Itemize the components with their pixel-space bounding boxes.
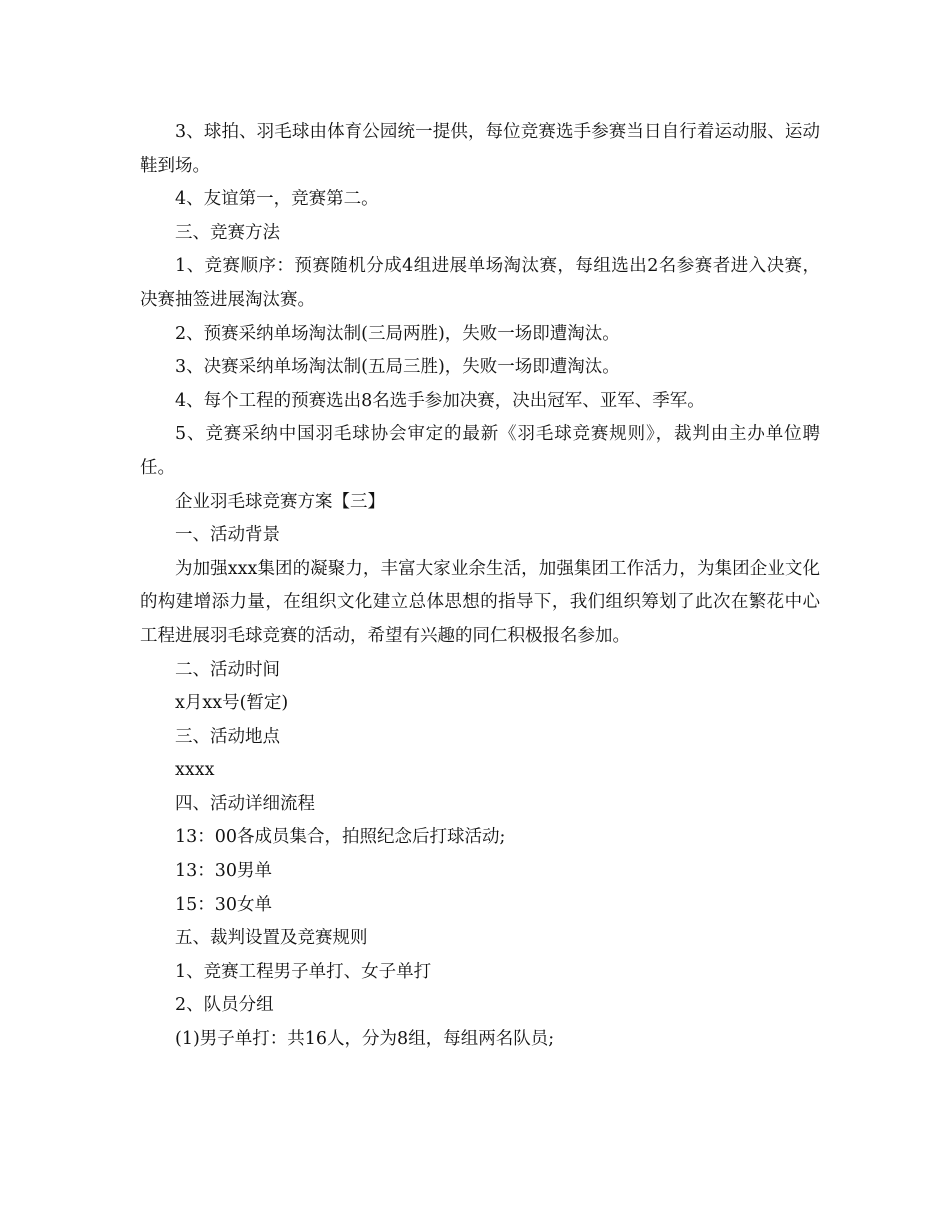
paragraph-background: 为加强xxx集团的凝聚力，丰富大家业余生活，加强集团工作活力，为集团企业文化的构建增添力量，在组织文化建立总体思想的指导下，我们组织筹划了此次在繁花中心工程进展羽毛球竞赛的活动，希望有兴趣的同仁积极报名参加。 xyxy=(140,558,820,646)
heading-referee-rules: 五、裁判设置及竞赛规则 xyxy=(175,928,368,949)
paragraph-location: xxxx xyxy=(175,760,215,781)
paragraph-schedule-2: 13：30男单 xyxy=(175,861,273,882)
paragraph-time: x月xx号(暂定) xyxy=(175,693,289,714)
heading-process: 四、活动详细流程 xyxy=(175,793,315,814)
section-title-plan-three: 企业羽毛球竞赛方案【三】 xyxy=(175,491,385,512)
paragraph-finalists: 4、每个工程的预赛选出8名选手参加决赛，决出冠军、亚军、季军。 xyxy=(175,390,705,411)
paragraph-events: 1、竞赛工程男子单打、女子单打 xyxy=(175,961,432,982)
document-body xyxy=(140,116,820,1057)
paragraph-equipment: 3、球拍、羽毛球由体育公园统一提供，每位竞赛选手参赛当日自行着运动服、运动鞋到场。 xyxy=(140,122,820,176)
paragraph-rules-referee: 5、竞赛采纳中国羽毛球协会审定的最新《羽毛球竞赛规则》，裁判由主办单位聘任。 xyxy=(140,424,820,478)
paragraph-final-rule: 3、决赛采纳单场淘汰制(五局三胜)，失败一场即遭淘汰。 xyxy=(175,357,620,378)
heading-competition-method: 三、竞赛方法 xyxy=(175,222,280,243)
heading-background: 一、活动背景 xyxy=(175,525,280,546)
heading-time: 二、活动时间 xyxy=(175,659,280,680)
paragraph-competition-order: 1、竞赛顺序：预赛随机分成4组进展单场淘汰赛，每组选出2名参赛者进入决赛，决赛抽签进展淘汰赛。 xyxy=(140,256,820,310)
heading-location: 三、活动地点 xyxy=(175,726,280,747)
paragraph-mens-singles: (1)男子单打：共16人，分为8组，每组两名队员; xyxy=(175,1029,555,1050)
paragraph-schedule-3: 15：30女单 xyxy=(175,894,273,915)
paragraph-schedule-1: 13：00各成员集合，拍照纪念后打球活动; xyxy=(175,827,506,848)
paragraph-prelim-rule: 2、预赛采纳单场淘汰制(三局两胜)，失败一场即遭淘汰。 xyxy=(175,323,620,344)
paragraph-grouping: 2、队员分组 xyxy=(175,995,274,1016)
paragraph-friendship: 4、友谊第一，竞赛第二。 xyxy=(175,189,379,210)
